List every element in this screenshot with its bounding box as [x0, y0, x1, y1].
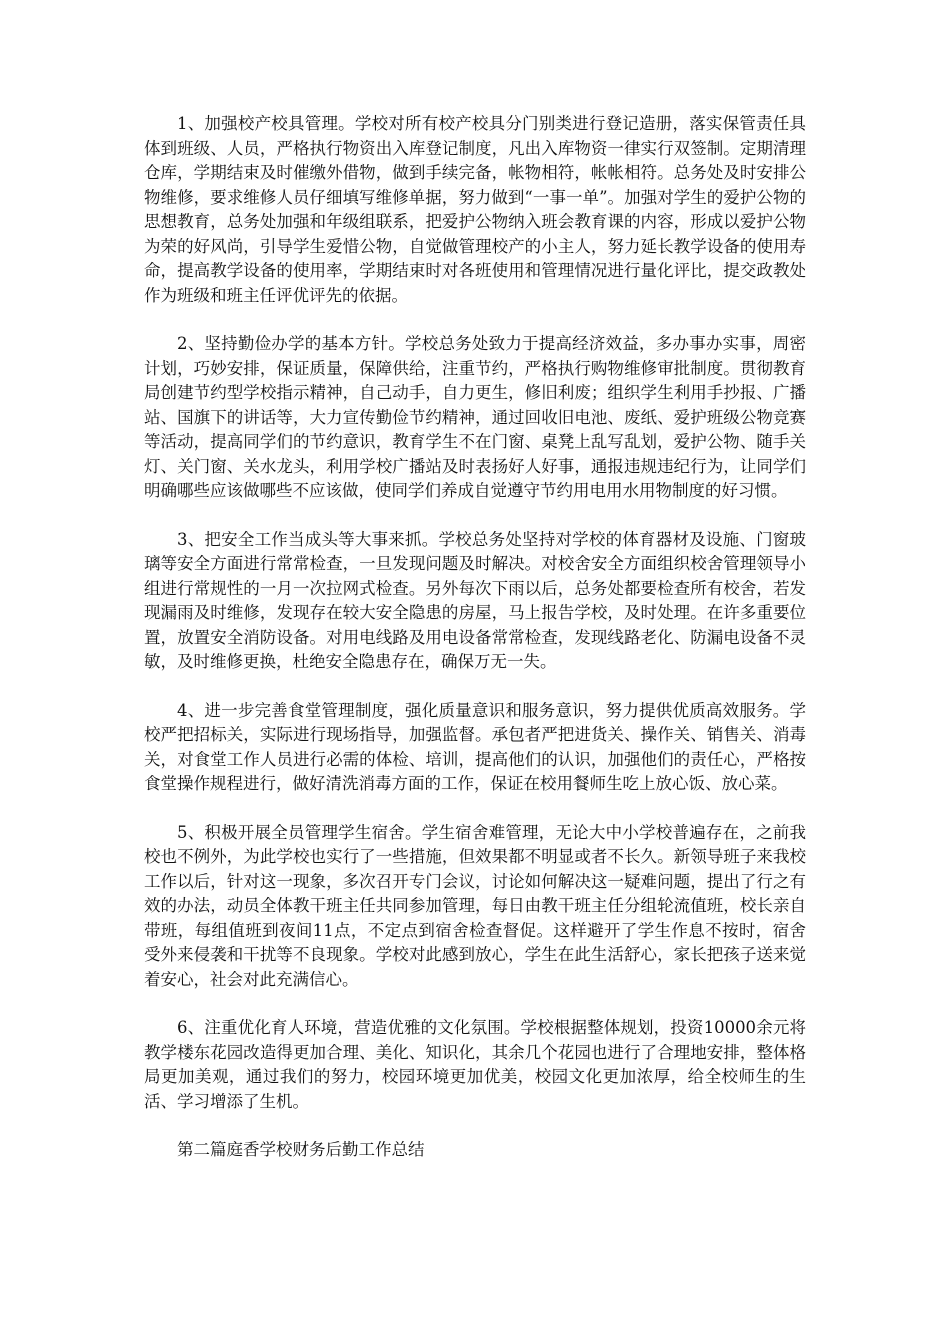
paragraph-2: 2、坚持勤俭办学的基本方针。学校总务处致力于提高经济效益，多办事办实事，周密计划，巧妙安排，保证质量，保障供给，注重节约，严格执行购物维修审批制度。贯彻教育局创建节约型学校指示精神，自己动手，自力更生，修旧利废；组织学生利用手抄报、广播站、国旗下的讲话等，大力宣传勤俭节约精神，通过回收旧电池、废纸、爱护班级公物竞赛等活动，提高同学们的节约意识，教育学生不在门窗、桌凳上乱写乱划，爱护公物、随手关灯、关门窗、关水龙头，利用学校广播站及时表扬好人好事，通报违规违纪行为，让同学们明确哪些应该做哪些不应该做，使同学们养成自觉遵守节约用电用水用物制度的好习惯。: [144, 334, 806, 500]
paragraph-5: 5、积极开展全员管理学生宿舍。学生宿舍难管理，无论大中小学校普遍存在，之前我校也不例外，为此学校也实行了一些措施，但效果都不明显或者不长久。新领导班子来我校工作以后，针对这一现象，多次召开专门会议，讨论如何解决这一疑难问题，提出了行之有效的办法，动员全体教干班主任共同参加管理，每日由教干班主任分组轮流值班，校长亲自带班，每组值班到夜间11点，不定点到宿舍检查督促。这样避开了学生作息不按时，宿舍受外来侵袭和干扰等不良现象。学校对此感到放心，学生在此生活舒心，家长把孩子送来觉着安心，社会对此充满信心。: [144, 822, 806, 989]
paragraph-1: 1、加强校产校具管理。学校对所有校产校具分门别类进行登记造册，落实保管责任具体到班级、人员，严格执行物资出入库登记制度，凡出入库物资一律实行双签制。定期清理仓库，学期结束及时催缴外借物，做到手续完备，帐物相符，帐帐相符。总务处及时安排公物维修，要求维修人员仔细填写维修单据，努力做到“一事一单”。加强对学生的爱护公物的思想教育，总务处加强和年级组联系，把爱护公物纳入班会教育课的内容，形成以爱护公物为荣的好风尚，引导学生爱惜公物，自觉做管理校产的小主人，努力延长教学设备的使用寿命，提高教学设备的使用率，学期结束时对各班使用和管理情况进行量化评比，提交政教处作为班级和班主任评优评先的依据。: [144, 114, 806, 305]
section-heading: 第二篇庭香学校财务后勤工作总结: [177, 1140, 425, 1159]
paragraph-6: 6、注重优化育人环境，营造优雅的文化氛围。学校根据整体规划，投资10000余元将教学楼东花园改造得更加合理、美化、知识化，其余几个花园也进行了合理地安排，整体格局更加美观，通过我们的努力，校园环境更加优美，校园文化更加浓厚，给全校师生的生活、学习增添了生机。: [144, 1018, 806, 1111]
document-page: [144, 112, 806, 1163]
paragraph-4: 4、进一步完善食堂管理制度，强化质量意识和服务意识，努力提供优质高效服务。学校严把招标关，实际进行现场指导，加强监督。承包者严把进货关、操作关、销售关、消毒关，对食堂工作人员进行必需的体检、培训，提高他们的认识，加强他们的责任心，严格按食堂操作规程进行，做好清洗消毒方面的工作，保证在校用餐师生吃上放心饭、放心菜。: [144, 700, 806, 793]
paragraph-3: 3、把安全工作当成头等大事来抓。学校总务处坚持对学校的体育器材及设施、门窗玻璃等安全方面进行常常检查，一旦发现问题及时解决。对校舍安全方面组织校舍管理领导小组进行常规性的一月一次拉网式检查。另外每次下雨以后，总务处都要检查所有校舍，若发现漏雨及时维修，发现存在较大安全隐患的房屋，马上报告学校，及时处理。在许多重要位置，放置安全消防设备。对用电线路及用电设备常常检查，发现线路老化、防漏电设备不灵敏，及时维修更换，杜绝安全隐患存在，确保万无一失。: [144, 529, 806, 671]
